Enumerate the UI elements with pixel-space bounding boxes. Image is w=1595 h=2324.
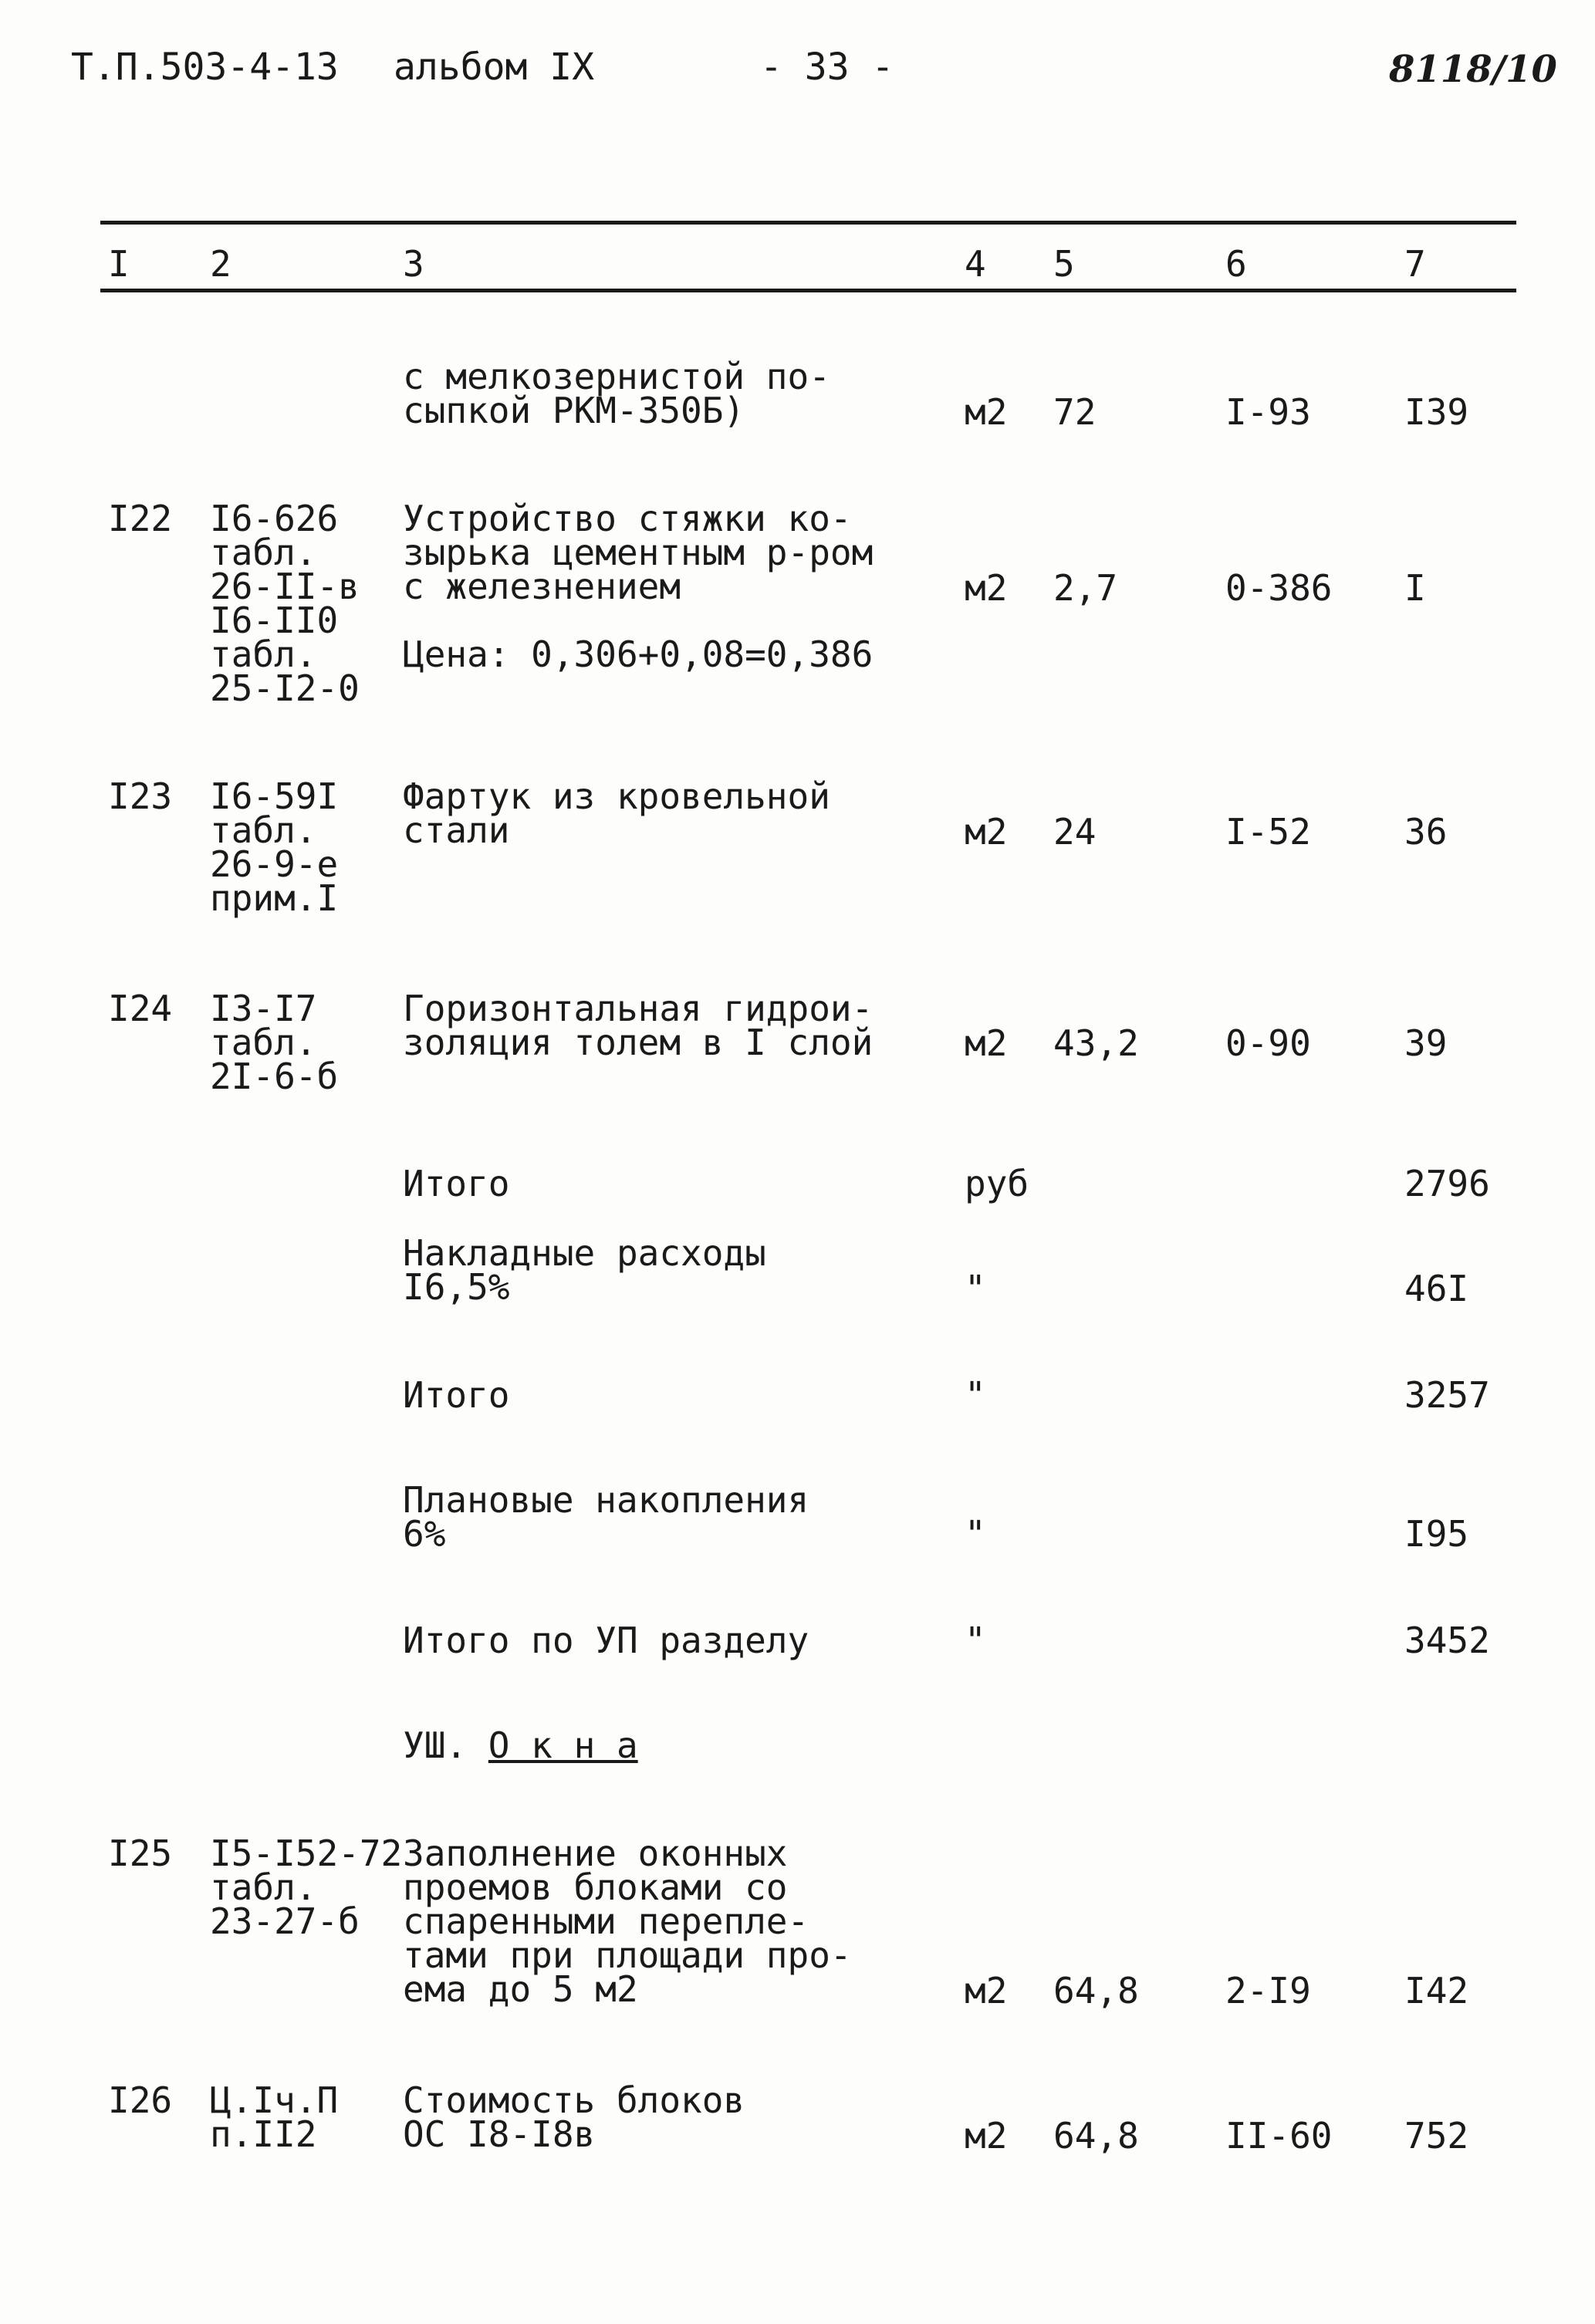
row2-1-total: 752 <box>1404 2115 1469 2157</box>
row-1-desc: Устройство стяжки ко- зырька цементным р-ром с железнением <box>403 498 874 607</box>
row2-1-num: I26 <box>108 2079 173 2121</box>
col-header-6: 6 <box>1225 243 1247 285</box>
summary-4-total: 3452 <box>1404 1620 1490 1661</box>
row-3-price: 0-90 <box>1225 1022 1311 1064</box>
section-heading <box>403 1724 638 1766</box>
col-header-4: 4 <box>965 243 986 285</box>
row-0-desc: с мелкозернистой по- сыпкой РКМ-350Б) <box>403 356 830 431</box>
row2-0-code: I5-I52-72 табл. 23-27-б <box>210 1833 403 1942</box>
section-title: О к н а <box>488 1724 638 1766</box>
row-0-total: I39 <box>1404 391 1469 433</box>
row2-0-num: I25 <box>108 1833 173 1874</box>
row-3-qty: 43,2 <box>1053 1022 1139 1064</box>
row-1-num: I22 <box>108 498 173 539</box>
col-header-2: 2 <box>210 243 231 285</box>
row2-0-desc: Заполнение оконных проемов блоками со спаренными перепле- тами при площади про- ема до 5 м2 <box>403 1833 852 2010</box>
summary-4-label: Итого по УП разделу <box>403 1620 809 1661</box>
row2-1-desc: Стоимость блоков ОС I8-I8в <box>403 2079 745 2155</box>
row2-0-unit: м2 <box>965 1970 1008 2012</box>
header-bottom-rule <box>100 289 1516 292</box>
row2-0-total: I42 <box>1404 1970 1469 2012</box>
summary-0-total: 2796 <box>1404 1163 1490 1204</box>
summary-1-unit: " <box>965 1268 986 1309</box>
row-2-qty: 24 <box>1053 811 1097 853</box>
row-1-unit: м2 <box>965 567 1008 609</box>
row2-0-price: 2-I9 <box>1225 1970 1311 2012</box>
row-2-num: I23 <box>108 775 173 817</box>
document-code: Т.П.503-4-13 <box>71 46 339 89</box>
row2-1-unit: м2 <box>965 2115 1008 2157</box>
summary-2-unit: " <box>965 1374 986 1416</box>
row-3-total: 39 <box>1404 1022 1448 1064</box>
row-0-qty: 72 <box>1053 391 1097 433</box>
row2-1-price: II-60 <box>1225 2115 1333 2157</box>
row-1-price: 0-386 <box>1225 567 1333 609</box>
row-3-unit: м2 <box>965 1022 1008 1064</box>
col-header-5: 5 <box>1053 243 1075 285</box>
summary-2-total: 3257 <box>1404 1374 1490 1416</box>
row-2-code: I6-59I табл. 26-9-е прим.I <box>210 775 339 919</box>
row-2-price: I-52 <box>1225 811 1311 853</box>
row-3-code: I3-I7 табл. 2I-6-б <box>210 988 339 1097</box>
row-3-desc: Горизонтальная гидрои- золяция толем в I слой <box>403 988 874 1063</box>
summary-3-label: Плановые накопления 6% <box>403 1479 809 1555</box>
sheet-stamp: 8118/10 <box>1389 48 1557 91</box>
row2-1-qty: 64,8 <box>1053 2115 1139 2157</box>
row-1-desc-note: Цена: 0,306+0,08=0,386 <box>403 633 874 675</box>
summary-1-total: 46I <box>1404 1268 1469 1309</box>
summary-2-label: Итого <box>403 1374 510 1416</box>
page-number: - 33 - <box>760 46 894 89</box>
col-header-7: 7 <box>1404 243 1426 285</box>
summary-1-label: Накладные расходы I6,5% <box>403 1232 766 1308</box>
col-header-1: I <box>108 243 130 285</box>
section-prefix: УШ. <box>403 1724 468 1766</box>
row-0-price: I-93 <box>1225 391 1311 433</box>
summary-0-label: Итого <box>403 1163 510 1204</box>
row-1-code: I6-626 табл. 26-II-в I6-II0 табл. 25-I2-0 <box>210 498 360 709</box>
summary-0-unit: руб <box>965 1163 1029 1204</box>
top-rule <box>100 221 1516 225</box>
summary-3-total: I95 <box>1404 1513 1469 1555</box>
row-1-qty: 2,7 <box>1053 567 1118 609</box>
row2-0-qty: 64,8 <box>1053 1970 1139 2012</box>
row-2-unit: м2 <box>965 811 1008 853</box>
row-2-desc: Фартук из кровельной стали <box>403 775 830 851</box>
album-label: альбом IX <box>394 46 595 89</box>
row-0-unit: м2 <box>965 391 1008 433</box>
row-2-total: 36 <box>1404 811 1448 853</box>
row-1-total: I <box>1404 567 1426 609</box>
summary-4-unit: " <box>965 1620 986 1661</box>
row-3-num: I24 <box>108 988 173 1029</box>
col-header-3: 3 <box>403 243 424 285</box>
row2-1-code: Ц.Iч.П п.II2 <box>210 2079 339 2155</box>
summary-3-unit: " <box>965 1513 986 1555</box>
